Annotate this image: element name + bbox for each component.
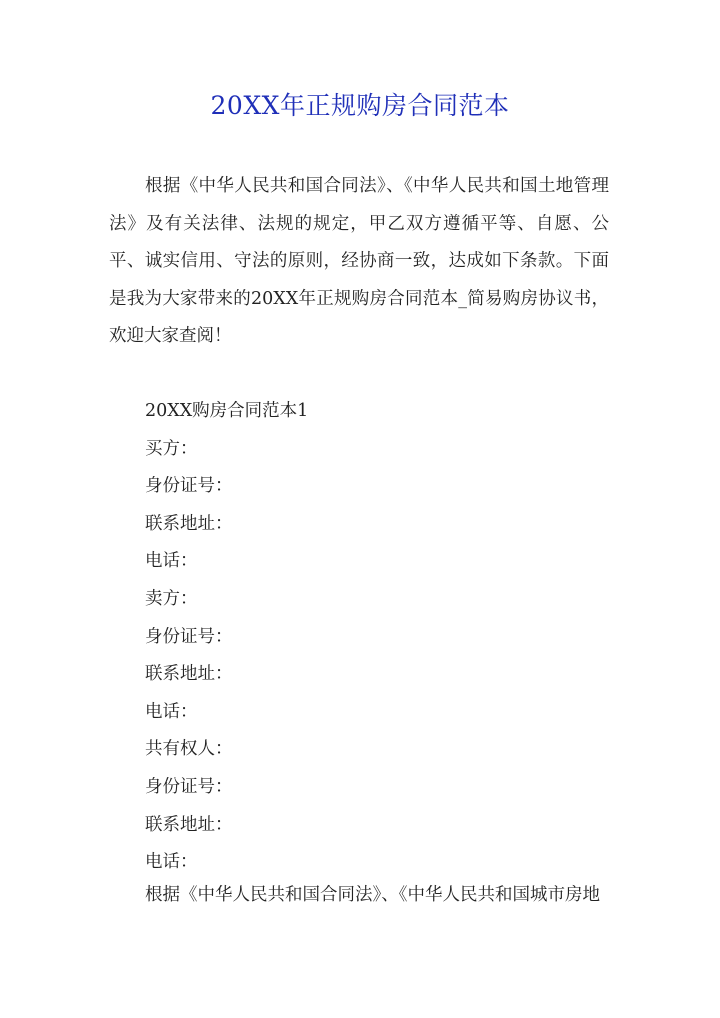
seller-label: 卖方： — [145, 588, 198, 609]
document-title: 20XX年正规购房合同范本 — [210, 91, 510, 120]
co-owner-id-label: 身份证号： — [145, 776, 233, 797]
contract-field-list — [145, 393, 308, 882]
buyer-id-label: 身份证号： — [145, 476, 233, 497]
buyer-phone-label: 电话： — [145, 551, 198, 572]
co-owner-address-label: 联系地址： — [145, 814, 233, 835]
co-owner-label: 共有权人： — [145, 739, 233, 760]
seller-address-label: 联系地址： — [145, 664, 233, 685]
closing-paragraph-start: 根据《中华人民共和国合同法》、《中华人民共和国城市房地 — [145, 885, 600, 905]
section-heading: 20XX购房合同范本1 — [145, 401, 309, 421]
seller-id-label: 身份证号： — [145, 626, 233, 647]
intro-paragraph: 根据《中华人民共和国合同法》、《中华人民共和国土地管理法》及有关法律、法规的规定，甲乙双方遵循平等、自愿、公平、诚实信用、守法的原则，经协商一致，达成如下条款。下面是我为大家带来的20XX年正规购房合同范本_简易购房协议书，欢迎大家查阅！ — [109, 176, 609, 346]
co-owner-phone-label: 电话： — [145, 852, 198, 873]
buyer-label: 买方： — [145, 438, 198, 459]
buyer-address-label: 联系地址： — [145, 513, 233, 534]
seller-phone-label: 电话： — [145, 701, 198, 722]
